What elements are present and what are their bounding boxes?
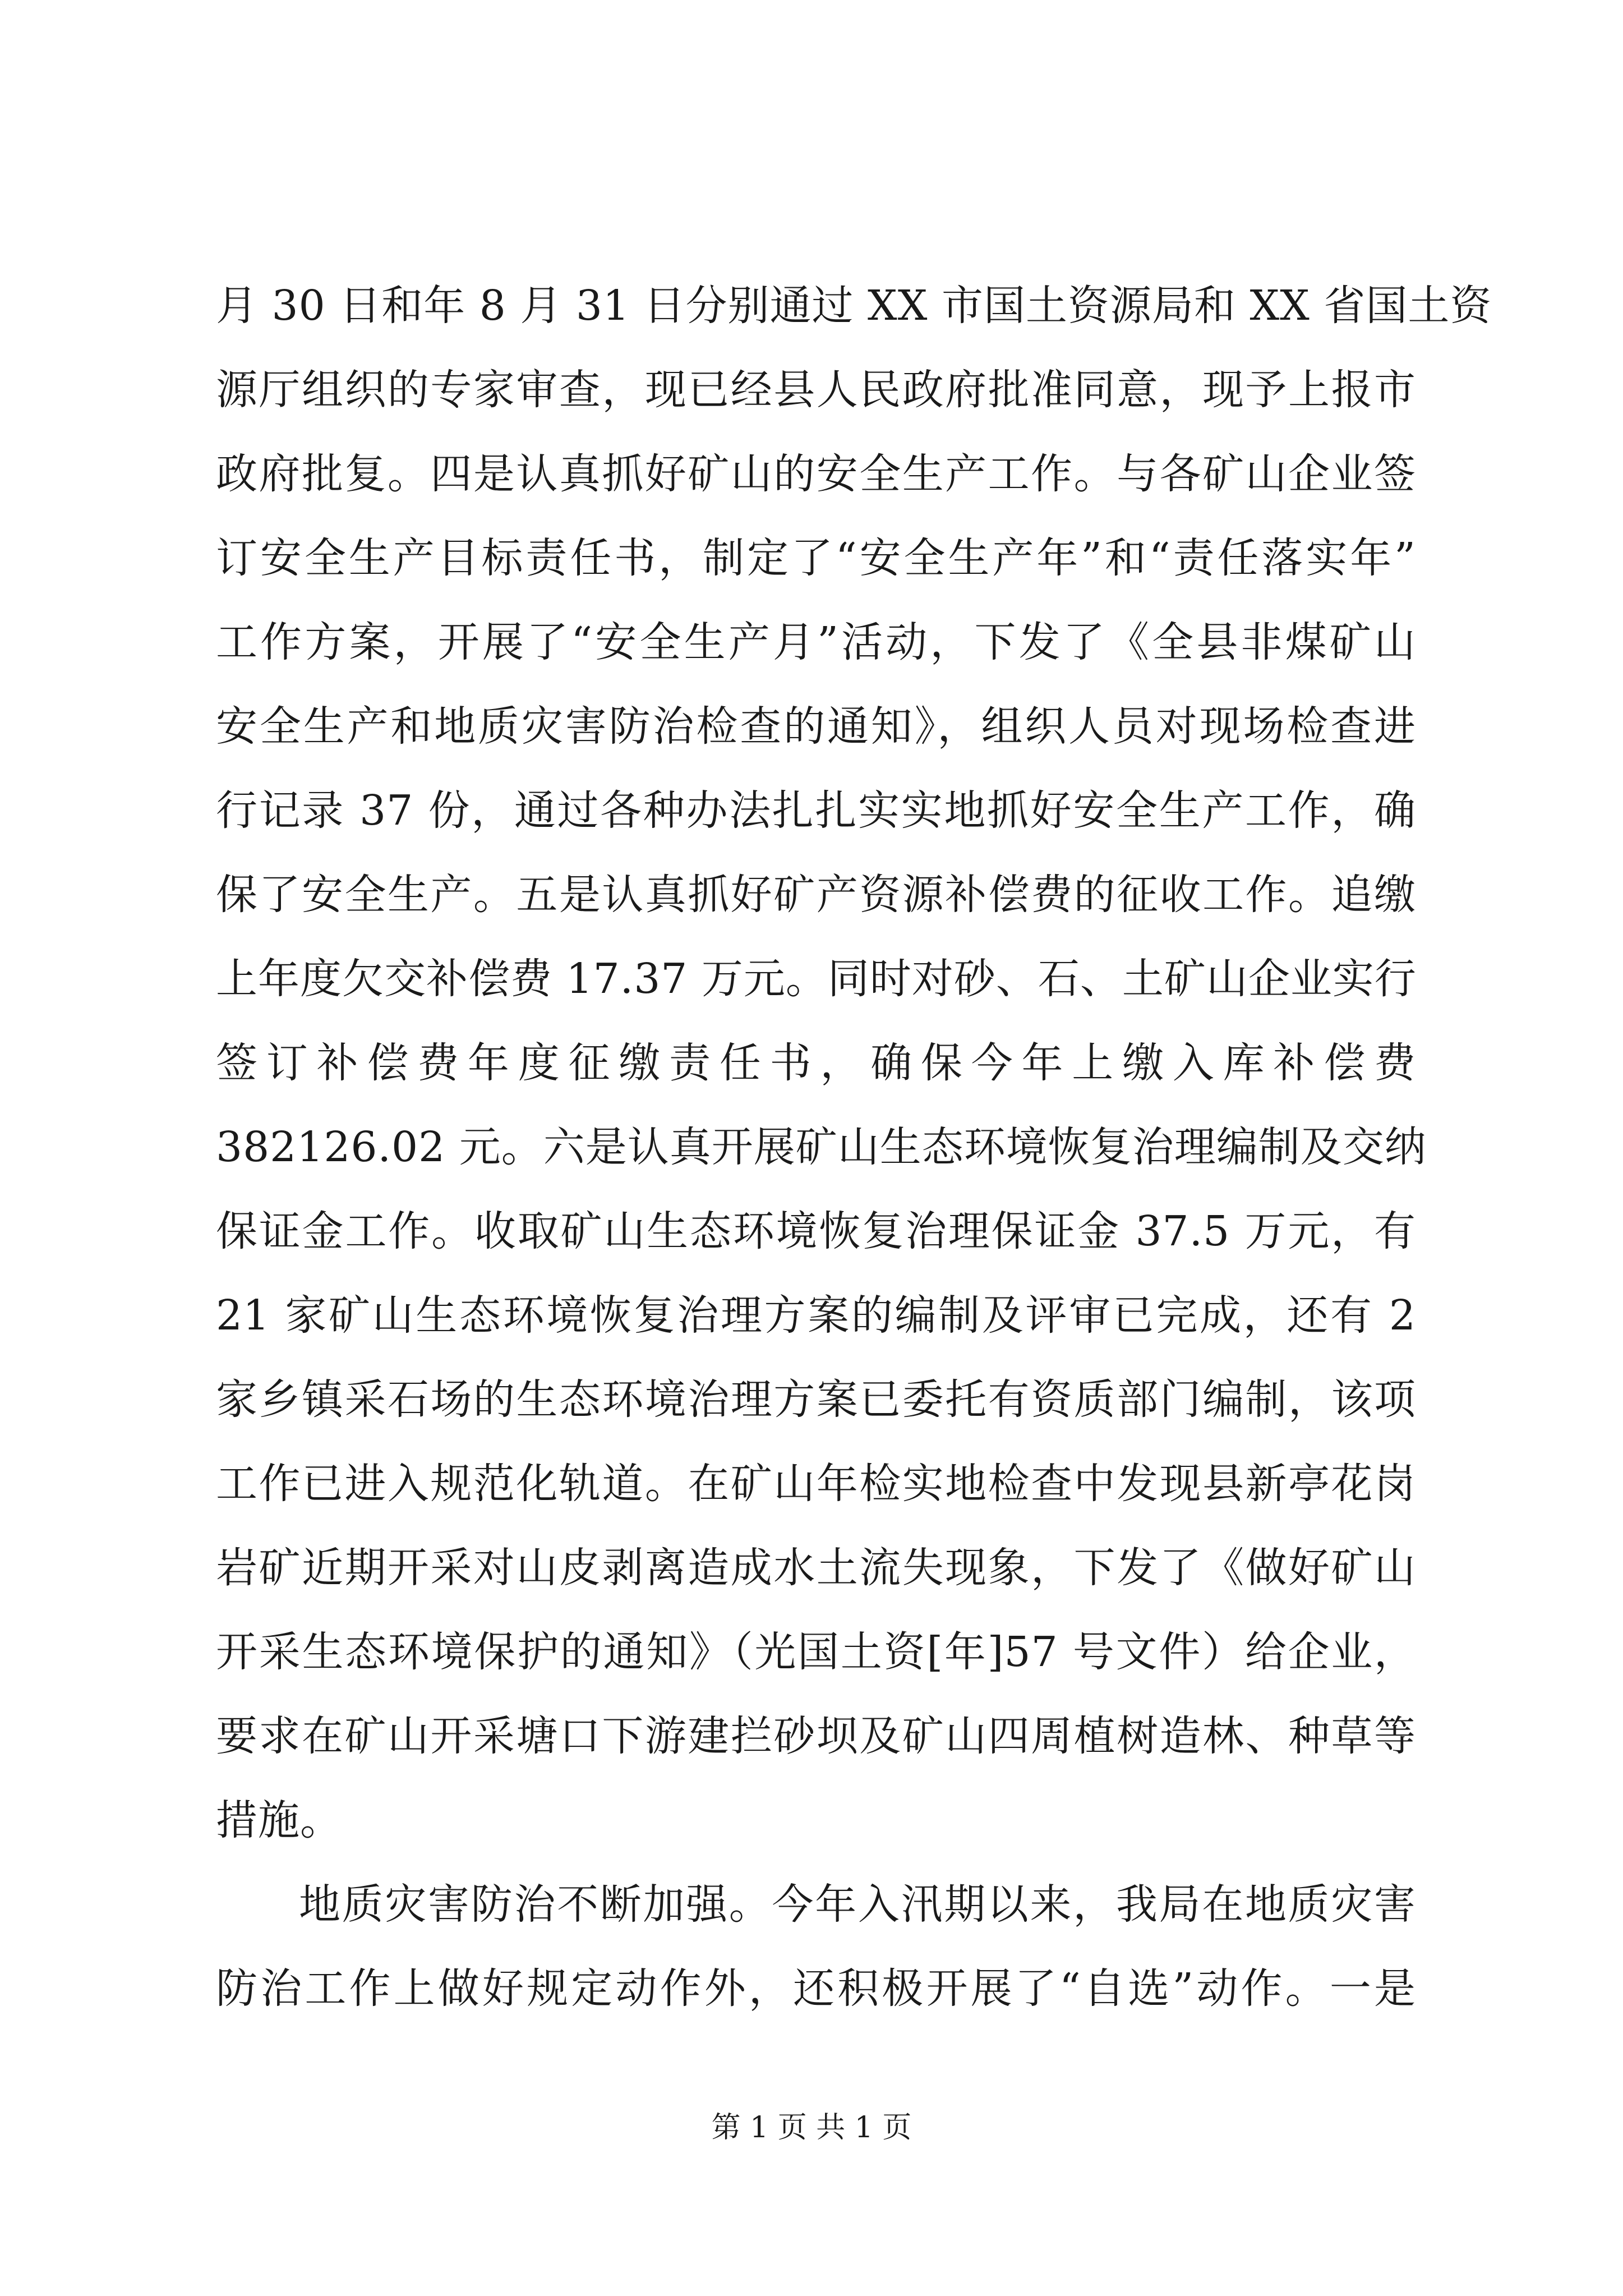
text-line: 行记录 37 份，通过各种办法扎扎实实地抓好安全生产工作，确 [216,786,1416,835]
text-line: 地质灾害防治不断加强。今年入汛期以来，我局在地质灾害 [299,1880,1416,1929]
body-text [216,264,1492,2031]
text-line: 382126.02 元。六是认真开展矿山生态环境恢复治理编制及交纳 [216,1123,1427,1171]
page-footer [0,2104,1623,2146]
text-line: 安全生产和地质灾害防治检查的通知》，组织人员对现场检查进 [216,702,1416,751]
text-line: 防治工作上做好规定动作外，还积极开展了“自选”动作。一是 [216,1964,1416,2013]
text-line: 签订补偿费年度征缴责任书，确保今年上缴入库补偿费 [216,1039,1416,1087]
text-line: 月 30 日和年 8 月 31 日分别通过 XX 市国土资源局和 XX 省国土资 [216,282,1492,330]
text-line: 工作方案，开展了“安全生产月”活动，下发了《全县非煤矿山 [216,618,1416,666]
text-line: 工作已进入规范化轨道。在矿山年检实地检查中发现县新亭花岗 [216,1460,1416,1508]
text-line: 要求在矿山开采塘口下游建拦砂坝及矿山四周植树造林、种草等 [216,1712,1416,1760]
text-line: 源厅组织的专家审查，现已经县人民政府批准同意，现予上报市 [216,366,1416,414]
text-line: 家乡镇采石场的生态环境治理方案已委托有资质部门编制，该项 [216,1375,1416,1424]
page-number: 第 1 页 共 1 页 [711,2111,912,2145]
text-line: 保证金工作。收取矿山生态环境恢复治理保证金 37.5 万元，有 [216,1207,1416,1255]
text-line: 保了安全生产。五是认真抓好矿产资源补偿费的征收工作。追缴 [216,871,1416,919]
text-line: 上年度欠交补偿费 17.37 万元。同时对砂、石、土矿山企业实行 [216,955,1417,1003]
text-line: 岩矿近期开采对山皮剥离造成水土流失现象，下发了《做好矿山 [216,1544,1416,1592]
text-line: 订安全生产目标责任书，制定了“安全生产年”和“责任落实年” [216,534,1416,582]
text-line: 开采生态环境保护的通知》（光国土资[年]57 号文件）给企业， [216,1628,1416,1676]
text-line: 措施。 [216,1796,342,1844]
text-line: 21 家矿山生态环境恢复治理方案的编制及评审已完成，还有 2 [216,1291,1416,1340]
text-line: 政府批复。四是认真抓好矿山的安全生产工作。与各矿山企业签 [216,450,1416,498]
